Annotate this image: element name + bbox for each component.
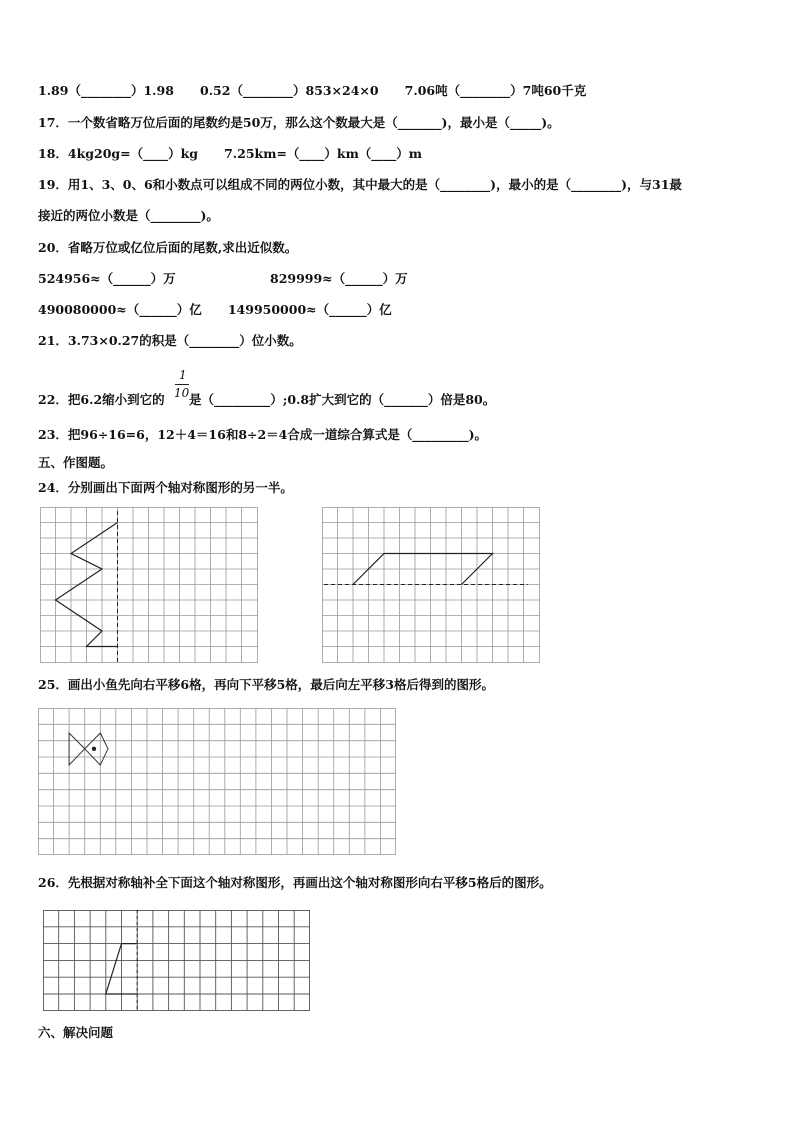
section-5-heading: 五、作图题。 bbox=[38, 455, 114, 470]
q26: 26．先根据对称轴补全下面这个轴对称图形，再画出这个轴对称图形向右平移5格后的图形。 bbox=[38, 875, 552, 890]
fish-figure bbox=[69, 733, 108, 765]
q22-part-b: 是（_________）;0.8扩大到它的（_______）倍是80。 bbox=[189, 392, 496, 407]
q26-grid bbox=[43, 910, 310, 1011]
q20-row2: 490080000≈（______）亿 149950000≈（______）亿 bbox=[38, 302, 392, 317]
q19-line2: 接近的两位小数是（________)。 bbox=[38, 208, 219, 223]
q19-line1: 19．用1、3、0、6和小数点可以组成不同的两位小数，其中最大的是（________)，最小的是（________)，与31最 bbox=[38, 177, 682, 192]
fraction-numerator: 1 bbox=[179, 368, 187, 382]
section-6-heading: 六、解决问题 bbox=[38, 1025, 114, 1040]
q24-grid-right bbox=[322, 507, 540, 663]
q25: 25．画出小鱼先向右平移6格，再向下平移5格，最后向左平移3格后得到的图形。 bbox=[38, 677, 494, 692]
q24: 24．分别画出下面两个轴对称图形的另一半。 bbox=[38, 480, 293, 495]
q20: 20．省略万位或亿位后面的尾数,求出近似数。 bbox=[38, 240, 298, 255]
fraction-bar bbox=[175, 384, 189, 385]
fish-tail bbox=[69, 733, 85, 765]
q23: 23．把96÷16=6，12＋4＝16和8÷2＝4合成一道综合算式是（_________)。 bbox=[38, 427, 488, 442]
q17: 17．一个数省略万位后面的尾数约是50万，那么这个数最大是（_______)，最小是（_____)。 bbox=[38, 115, 560, 130]
q16-tail: 1.89（________）1.98 0.52（________）853×24×0 7.06吨（________）7吨60千克 bbox=[38, 83, 587, 98]
q25-grid bbox=[38, 708, 396, 855]
q24-grid-left bbox=[40, 507, 258, 663]
q18: 18．4kg20g=（____）kg 7.25km=（____）km（____）m bbox=[38, 146, 423, 161]
q20-row1-b: 829999≈（______）万 bbox=[270, 271, 408, 286]
fraction-denominator: 10 bbox=[174, 386, 190, 400]
fish-body bbox=[85, 733, 108, 765]
fish-eye bbox=[92, 747, 96, 751]
q22-part-a: 22．把6.2缩小到它的 bbox=[38, 392, 165, 407]
q20-row1-a: 524956≈（______）万 bbox=[38, 271, 176, 286]
q21: 21．3.73×0.27的积是（________）位小数。 bbox=[38, 333, 302, 348]
